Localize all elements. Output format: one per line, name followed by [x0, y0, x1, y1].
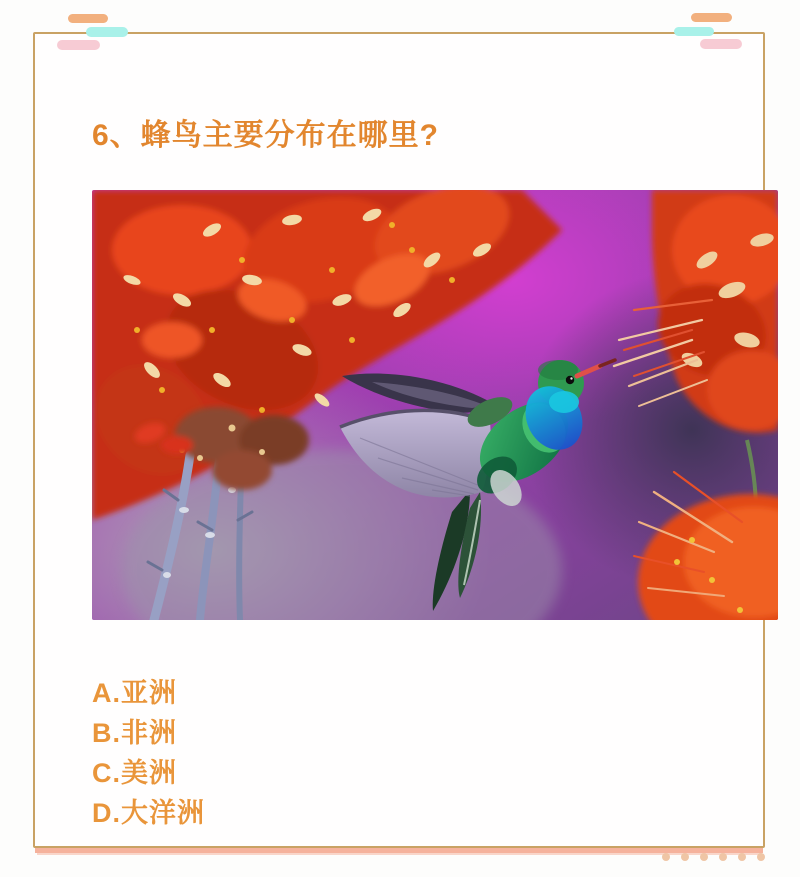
option-c[interactable]: C.美洲	[92, 758, 177, 788]
pagination-dot	[700, 853, 708, 861]
hummingbird-photo[interactable]	[92, 190, 778, 620]
pagination-dot	[757, 853, 765, 861]
decor-bar-pink-right	[700, 39, 742, 49]
answer-options	[92, 675, 205, 835]
pagination-dot	[662, 853, 670, 861]
decor-bar-pink-left	[57, 40, 100, 50]
question-text: 6、蜂鸟主要分布在哪里?	[92, 119, 440, 152]
option-a[interactable]: A.亚洲	[92, 678, 177, 708]
pagination-dot	[738, 853, 746, 861]
decor-bar-teal-left	[86, 27, 128, 37]
quiz-card	[33, 32, 765, 848]
pagination-dots	[662, 853, 765, 861]
pagination-dot	[681, 853, 689, 861]
pagination-dot	[719, 853, 727, 861]
decor-bar-orange-right	[691, 13, 732, 22]
option-b[interactable]: B.非洲	[92, 718, 177, 748]
decor-bar-teal-right	[674, 27, 714, 36]
decor-bar-orange-left	[68, 14, 108, 23]
option-d[interactable]: D.大洋洲	[92, 798, 205, 828]
hummingbird-photo-art	[92, 190, 778, 620]
